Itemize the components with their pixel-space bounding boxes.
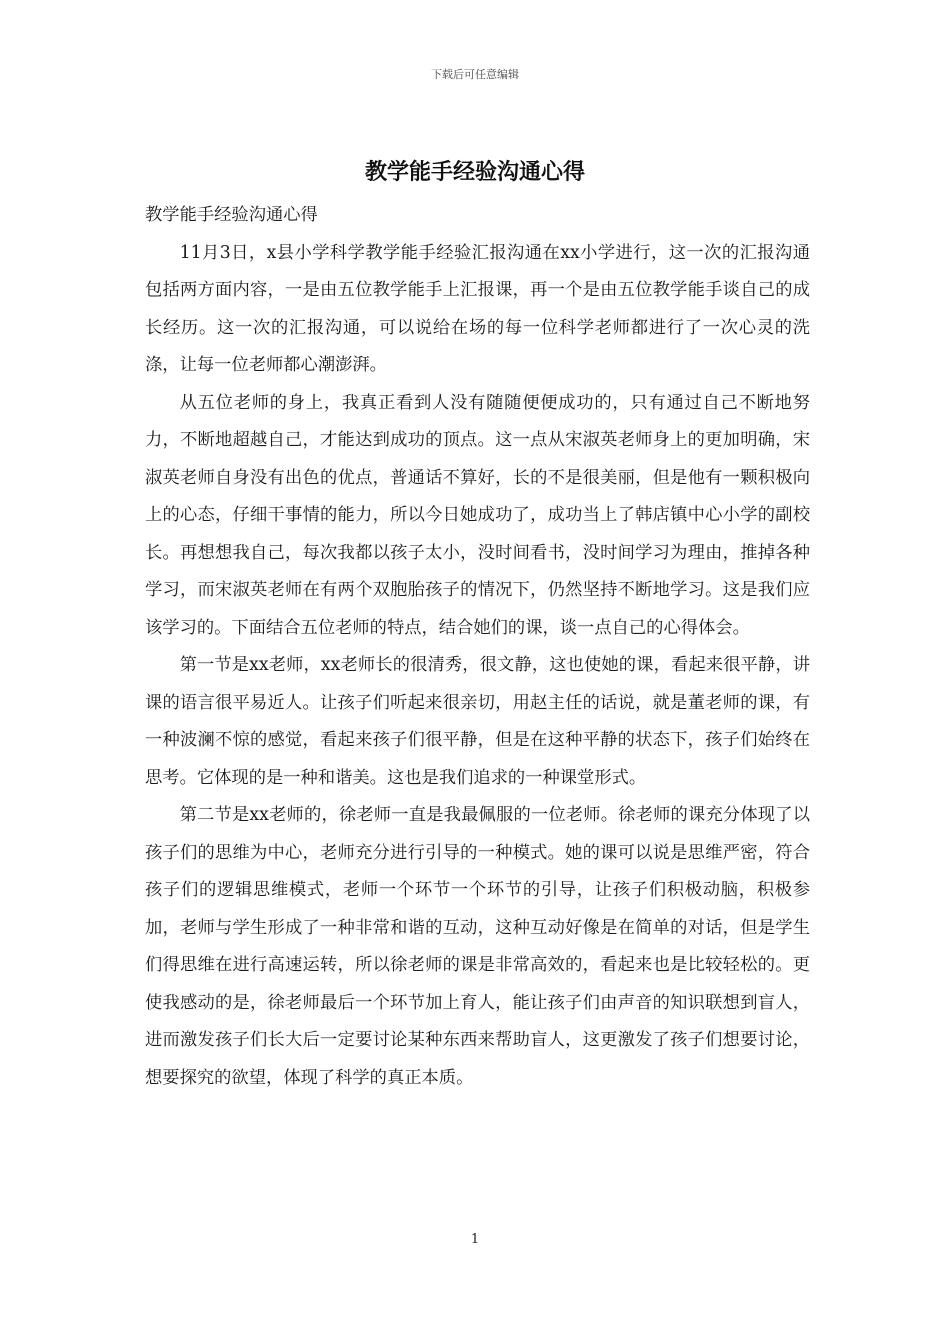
header-note: 下载后可任意编辑: [431, 68, 519, 81]
paragraph-1: 11月3日，x县小学科学教学能手经验汇报沟通在xx小学进行，这一次的汇报沟通包括两方面内容，一是由五位教学能手上汇报课，再一个是由五位教学能手谈自己的成长经历。这一次的汇报沟通，可以说给在场的每一位科学老师都进行了一次心灵的洗涤，让每一位老师都心潮澎湃。: [145, 242, 810, 375]
paragraph-2: 从五位老师的身上，我真正看到人没有随随便便成功的，只有通过自己不断地努力，不断地超越自己，才能达到成功的顶点。这一点从宋淑英老师身上的更加明确，宋淑英老师自身没有出色的优点，普通话不算好，长的不是很美丽，但是他有一颗积极向上的心态，仔细干事情的能力，所以今日她成功了，成功当上了韩店镇中心小学的副校长。再想想我自己，每次我都以孩子太小，没时间看书，没时间学习为理由，推掉各种学习，而宋淑英老师在有两个双胞胎孩子的情况下，仍然坚持不断地学习。这是我们应该学习的。下面结合五位老师的特点，结合她们的课，谈一点自己的心得体会。: [145, 392, 810, 638]
document-body: [145, 197, 810, 1097]
page-number: 1: [470, 1232, 480, 1247]
paragraph-3: 第一节是xx老师，xx老师长的很清秀，很文静，这也使她的课，看起来很平静，讲课的语言很平易近人。让孩子们听起来很亲切，用赵主任的话说，就是董老师的课，有一种波澜不惊的感觉，看起来孩子们很平静，但是在这种平静的状态下，孩子们始终在思考。它体现的是一种和谐美。这也是我们追求的一种课堂形式。: [145, 655, 810, 788]
document-title: 教学能手经验沟通心得: [364, 159, 585, 185]
document-subtitle: 教学能手经验沟通心得: [145, 205, 318, 225]
paragraph-4: 第二节是xx老师的，徐老师一直是我最佩服的一位老师。徐老师的课充分体现了以孩子们的思维为中心，老师充分进行引导的一种模式。她的课可以说是思维严密，符合孩子们的逻辑思维模式，老师一个环节一个环节的引导，让孩子们积极动脑，积极参加，老师与学生形成了一种非常和谐的互动，这种互动好像是在简单的对话，但是学生们得思维在进行高速运转，所以徐老师的课是非常高效的，看起来也是比较轻松的。更使我感动的是，徐老师最后一个环节加上育人，能让孩子们由声音的知识联想到盲人，进而激发孩子们长大后一定要讨论某种东西来帮助盲人，这更激发了孩子们想要讨论，想要探究的欲望，体现了科学的真正本质。: [145, 805, 810, 1088]
